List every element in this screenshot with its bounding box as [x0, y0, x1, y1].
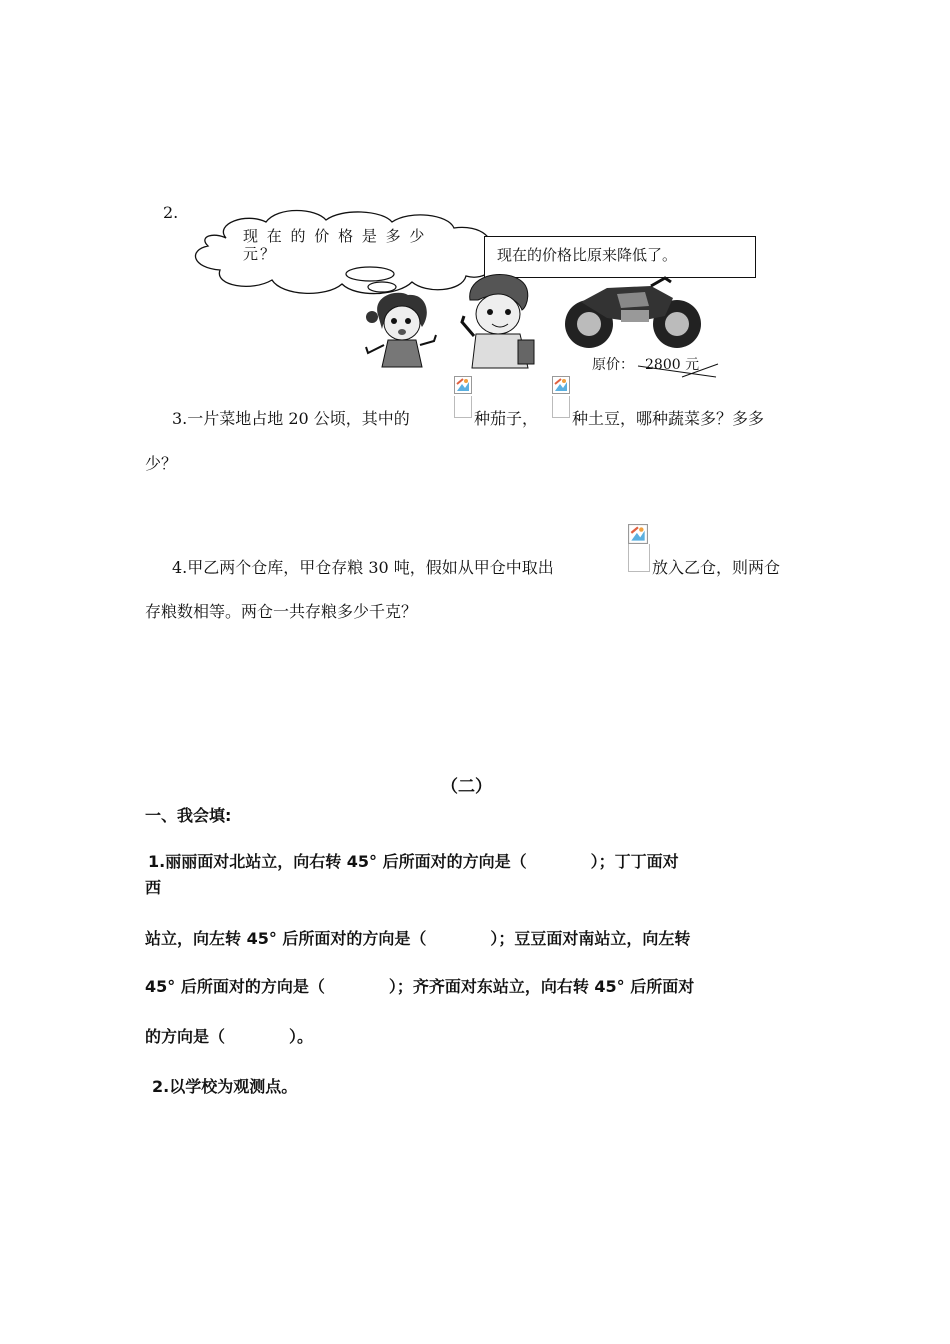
- question-4-text-b: 放入乙仓，则两仓: [652, 558, 781, 577]
- fill-question-1-line1: 1.丽丽面对北站立，向右转 45° 后所面对的方向是（ ）；丁丁面对: [148, 852, 679, 871]
- boy-speech-text: 现在的价格比原来降低了。: [497, 246, 678, 264]
- question-3-text-b: 种茄子，: [474, 409, 539, 428]
- question-2-number: 2.: [163, 203, 179, 222]
- girl-thought-text: 现 在 的 价 格 是 多 少 元？: [243, 227, 427, 263]
- question-3-text-a: 3.一片菜地占地 20 公顷，其中的: [172, 409, 410, 428]
- fraction-image-placeholder: [454, 376, 472, 418]
- question-3-text-c: 种土豆，哪种蔬菜多？多多: [572, 409, 765, 428]
- original-price-value: 2800 元: [645, 357, 700, 373]
- fraction-image-placeholder: [552, 376, 570, 418]
- fraction-image-placeholder: [628, 524, 646, 574]
- question-3-text-line2: 少？: [145, 454, 178, 473]
- question-4-text-line2: 存粮数相等。两仓一共存粮多少千克？: [145, 602, 418, 621]
- fill-question-2: 2.以学校为观测点。: [152, 1077, 298, 1096]
- fill-question-1-line3: 站立，向左转 45° 后所面对的方向是（ ）；豆豆面对南站立，向左转: [145, 929, 691, 948]
- price-strikethrough: [636, 360, 720, 380]
- fill-question-1-line5: 的方向是（ ）。: [145, 1027, 314, 1046]
- fill-question-1-line4: 45° 后所面对的方向是（ ）；齐齐面对东站立，向右转 45° 后所面对: [145, 977, 695, 996]
- section-heading: 一、我会填:: [145, 806, 232, 825]
- question-4-text-a: 4.甲乙两个仓库，甲仓存粮 30 吨，假如从甲仓中取出: [172, 558, 554, 577]
- section-title: （二）: [441, 777, 492, 797]
- original-price-label: 原价：: [592, 357, 634, 373]
- boy-cartoon-icon: [458, 270, 544, 370]
- girl-cartoon-icon: [362, 285, 442, 370]
- fill-question-1-line2: 西: [145, 878, 162, 897]
- motorcycle-image: [561, 272, 705, 352]
